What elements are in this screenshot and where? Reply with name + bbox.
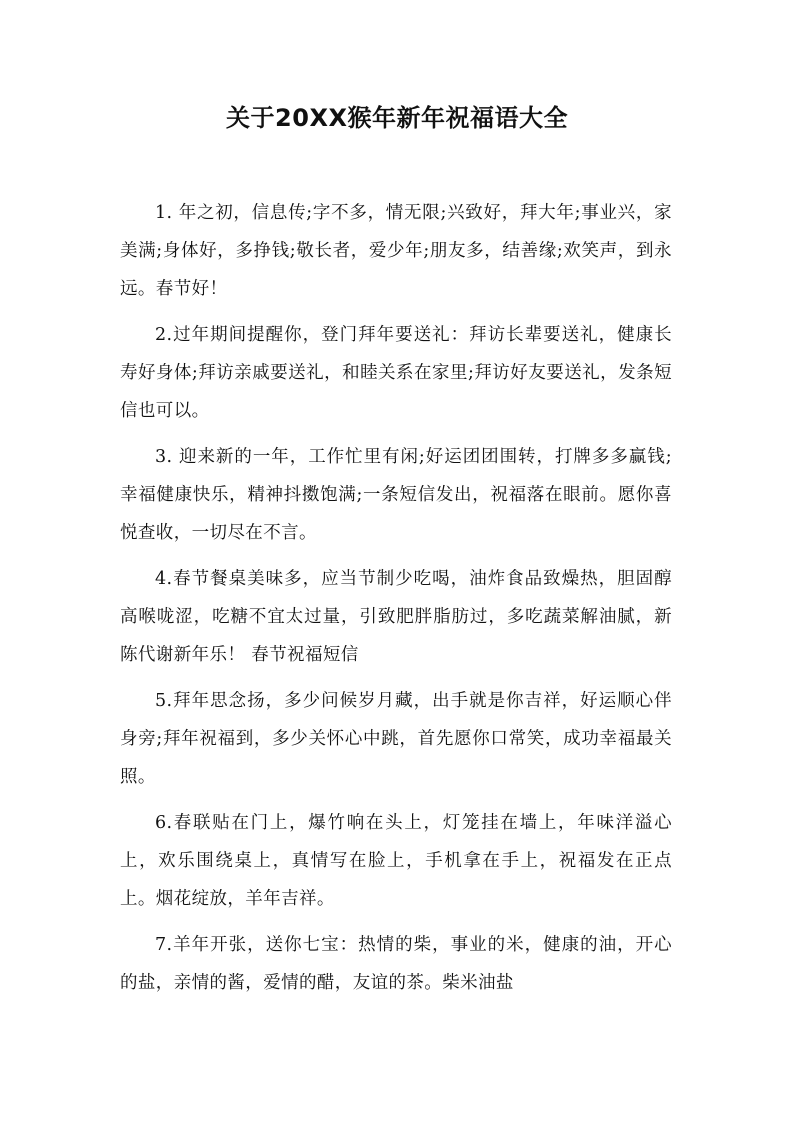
paragraph-6: 6.春联贴在门上，爆竹响在头上，灯笼挂在墙上，年味洋溢心上，欢乐围绕桌上，真情写在脸上，手机拿在手上，祝福发在正点上。烟花绽放，羊年吉祥。 [120, 813, 672, 909]
paragraph-4: 4.春节餐桌美味多，应当节制少吃喝，油炸食品致燥热，胆固醇高喉咙涩，吃糖不宜太过量，引致肥胖脂肪过，多吃蔬菜解油腻，新陈代谢新年乐！ 春节祝福短信 [120, 569, 672, 665]
paragraph-3: 3. 迎来新的一年，工作忙里有闲;好运团团围转，打牌多多赢钱;幸福健康快乐，精神抖擞饱满;一条短信发出，祝福落在眼前。愿你喜悦查收，一切尽在不言。 [120, 447, 672, 543]
paragraph-2: 2.过年期间提醒你，登门拜年要送礼：拜访长辈要送礼，健康长寿好身体;拜访亲戚要送礼，和睦关系在家里;拜访好友要送礼，发条短信也可以。 [120, 325, 672, 421]
document-body [120, 194, 672, 1010]
document-title: 关于20XX猴年新年祝福语大全 [226, 104, 568, 132]
paragraph-7: 7.羊年开张，送你七宝：热情的柴，事业的米，健康的油，开心的盐，亲情的酱，爱情的醋，友谊的茶。柴米油盐 [120, 935, 672, 993]
paragraph-1: 1. 年之初，信息传;字不多，情无限;兴致好，拜大年;事业兴，家美满;身体好，多挣钱;敬长者，爱少年;朋友多，结善缘;欢笑声，到永远。春节好！ [120, 203, 672, 299]
paragraph-5: 5.拜年思念扬，多少问候岁月藏，出手就是你吉祥，好运顺心伴身旁;拜年祝福到，多少关怀心中跳，首先愿你口常笑，成功幸福最关照。 [120, 691, 672, 787]
